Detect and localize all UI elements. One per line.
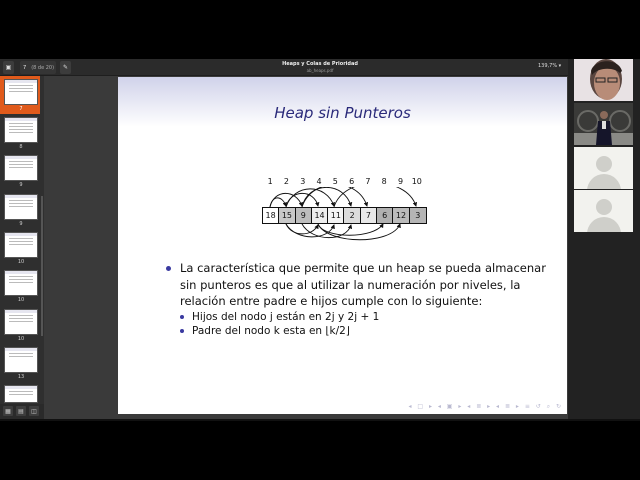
array-cell: 6: [377, 208, 393, 223]
thumbnail-page-7[interactable]: [4, 309, 38, 335]
document-title: Heaps y Colas de Prioridad: [282, 61, 358, 67]
index-label: 3: [300, 177, 306, 186]
slide-bullets: [166, 260, 546, 338]
zoom-level: 139,7%: [538, 63, 558, 69]
heap-array: [262, 207, 427, 224]
index-label: 6: [349, 177, 355, 186]
divider: [0, 419, 640, 421]
avatar-body: [587, 217, 621, 232]
sidebar-toggle-button[interactable]: [3, 61, 14, 74]
array-cell: 11: [328, 208, 344, 223]
thumbnails-icon[interactable]: ▦: [3, 406, 13, 416]
sidebar-view-buttons: [0, 404, 44, 419]
array-cell: 14: [312, 208, 328, 223]
bullet-icon: [166, 266, 171, 271]
page-number-field[interactable]: [20, 61, 56, 74]
array-cell: 18: [263, 208, 279, 223]
webcam-participant-4[interactable]: [574, 190, 633, 232]
thumbnail-label: 9: [19, 182, 23, 188]
webcam-participant-2[interactable]: [574, 103, 633, 145]
thumbnail-label: 10: [17, 297, 25, 303]
array-cell: 3: [410, 208, 426, 223]
thumbnail-page-9[interactable]: [4, 385, 38, 403]
array-indices: [262, 177, 425, 186]
current-page: 7: [23, 64, 27, 71]
thumbnail-label: 10: [17, 259, 25, 265]
page-total: (8 de 20): [31, 64, 55, 71]
chevron-down-icon: ▾: [558, 63, 562, 69]
thumbnail-label: 8: [19, 144, 23, 150]
thumbnail-page-2[interactable]: [4, 117, 38, 143]
window-title: [240, 61, 400, 74]
sidebar-scrollbar[interactable]: [41, 196, 43, 336]
toolbar: [0, 59, 568, 76]
sidebar-icon: ▣: [5, 64, 12, 71]
array-cell: 15: [279, 208, 295, 223]
video-call-panel: [568, 59, 640, 419]
pen-icon: ✎: [62, 64, 69, 71]
index-label: 5: [332, 177, 338, 186]
pdf-viewer-app: [0, 59, 640, 419]
array-cell: 12: [393, 208, 409, 223]
index-label: 4: [316, 177, 322, 186]
bookmarks-icon[interactable]: ◫: [29, 406, 39, 416]
webcam-participant-3[interactable]: [574, 147, 633, 189]
annotate-button[interactable]: [60, 61, 71, 74]
bullet-main: [166, 260, 546, 310]
thumbnail-label: 10: [17, 336, 25, 342]
index-label: 9: [397, 177, 404, 186]
index-label: 8: [381, 177, 387, 186]
thumbnail-page-4[interactable]: [4, 194, 38, 220]
avatar-icon: [596, 156, 612, 172]
thumbnail-label: 7: [19, 106, 23, 112]
zoom-control[interactable]: [538, 63, 561, 69]
sub-bullet: [166, 324, 546, 338]
avatar-body: [587, 174, 621, 189]
webcam-presenter[interactable]: [574, 59, 633, 101]
beamer-navigation-symbols[interactable]: ◂ □ ▸ ◂ ▣ ▸ ◂ ≣ ▸ ◂ ≣ ▸ ≡ ↺ ⌕ ↻: [408, 403, 563, 410]
document-viewer: [44, 76, 568, 419]
bullet-text: Hijos del nodo j están en 2j y 2j + 1: [192, 310, 380, 323]
thumbnail-page-1[interactable]: [4, 79, 38, 105]
person-video: [574, 103, 633, 145]
slide-page: [118, 77, 567, 414]
array-cell: 9: [296, 208, 312, 223]
thumbnail-sidebar: [0, 76, 44, 419]
document-filename: ab_heaps.pdf: [306, 68, 334, 73]
bullet-icon: [180, 329, 184, 333]
sub-bullet: [166, 310, 546, 324]
thumbnail-page-8[interactable]: [4, 347, 38, 373]
bullet-text: Padre del nodo k esta en ⌊k/2⌋: [192, 324, 350, 337]
index-label: 7: [365, 177, 371, 186]
thumbnail-label: 9: [19, 221, 23, 227]
outline-icon[interactable]: ▤: [16, 406, 26, 416]
index-label: 10: [411, 177, 422, 186]
index-label: 1: [267, 177, 273, 186]
avatar-icon: [596, 199, 612, 215]
array-cell: 2: [344, 208, 360, 223]
thumbnail-label: 13: [17, 374, 25, 380]
slide-title: Heap sin Punteros: [274, 104, 411, 122]
thumbnail-page-6[interactable]: [4, 270, 38, 296]
thumbnail-page-5[interactable]: [4, 232, 38, 258]
array-cell: 7: [361, 208, 377, 223]
index-label: 2: [283, 177, 289, 186]
thumbnail-page-3[interactable]: [4, 155, 38, 181]
bullet-text: La característica que permite que un heap se pueda almacenar sin punteros es que al utilizar la numeración por niveles, la relación entre padre e hijos cumple con lo siguiente:: [180, 261, 546, 308]
person-video: [574, 59, 633, 101]
bullet-icon: [180, 315, 184, 319]
